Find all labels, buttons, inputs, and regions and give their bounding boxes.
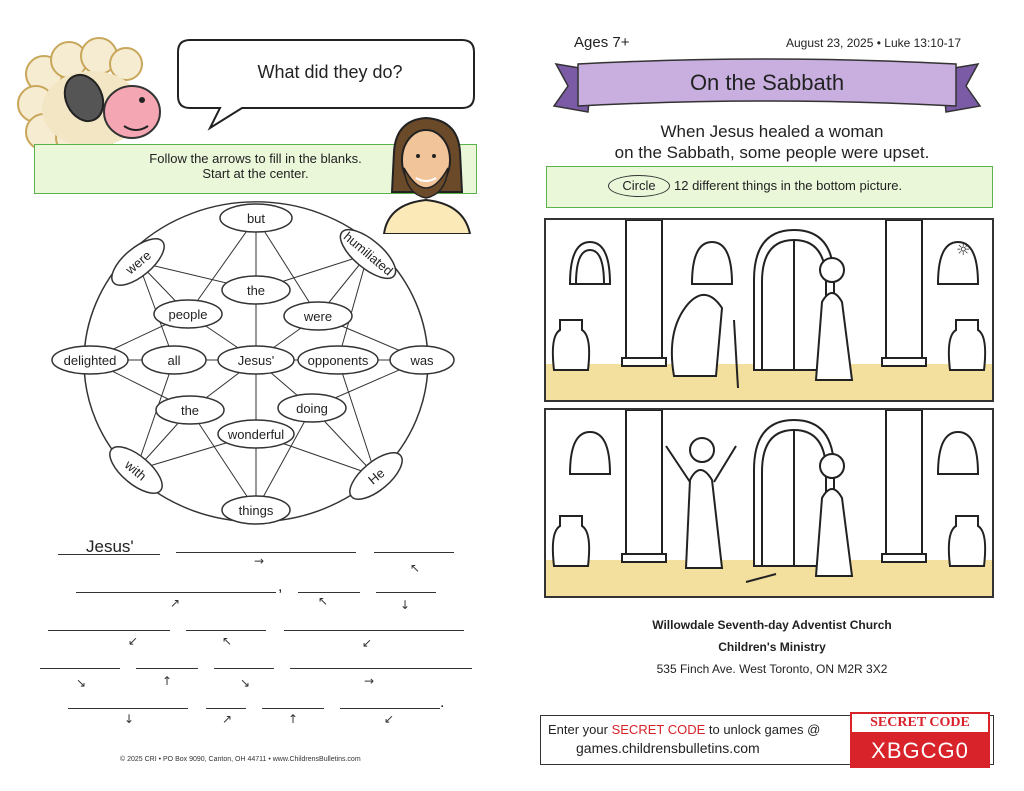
- circle-word: Circle: [608, 175, 670, 197]
- wheel-word: He: [365, 465, 388, 488]
- blank[interactable]: [214, 668, 274, 669]
- arrow-up-right-icon: ↗: [170, 596, 181, 610]
- blank[interactable]: [136, 668, 198, 669]
- wheel-word: opponents: [307, 353, 369, 368]
- arrow-right-icon: →: [254, 554, 265, 568]
- circle-instructions: 12 different things in the bottom picture.: [674, 178, 903, 193]
- blank[interactable]: [298, 592, 360, 593]
- church-address: 535 Finch Ave. West Toronto, ON M2R 3X2: [656, 662, 888, 676]
- arrow-down-icon: ↓: [400, 598, 411, 612]
- arrow-down-left-icon: ↙: [128, 634, 139, 648]
- blank[interactable]: [176, 552, 356, 553]
- wheel-word: delighted: [63, 353, 117, 368]
- instructions-line-1: Follow the arrows to fill in the blanks.: [149, 151, 362, 166]
- bottom-scene-drawing: [546, 410, 992, 596]
- wheel-word: the: [246, 283, 266, 298]
- blank[interactable]: [206, 708, 246, 709]
- top-scene: [544, 218, 994, 402]
- blank[interactable]: [58, 554, 160, 555]
- wheel-word: all: [167, 353, 181, 368]
- church-name: Willowdale Seventh-day Adventist Church: [652, 618, 892, 632]
- blank[interactable]: [186, 630, 266, 631]
- arrow-down-right-icon: ↘: [240, 676, 251, 690]
- wheel-word: doing: [296, 401, 328, 416]
- footer-copyright: © 2025 CRI • PO Box 9090, Canton, OH 44711 • www.ChildrensBulletins.com: [120, 756, 361, 763]
- word-wheel: [50, 200, 462, 526]
- code-box-red: SECRET CODE: [611, 722, 706, 737]
- arrow-up-left-icon: ↖: [222, 634, 233, 648]
- arrow-down-icon: ↓: [124, 712, 135, 726]
- secret-code: XBGCG0: [850, 734, 990, 768]
- wheel-word: were: [303, 309, 333, 324]
- speech-text: What did they do?: [257, 62, 403, 82]
- wheel-word: humiliated: [340, 228, 396, 279]
- bottom-scene: [544, 408, 994, 598]
- code-box-post: to unlock games @: [705, 722, 821, 737]
- sheep-icon: [14, 34, 174, 154]
- wheel-word: wonderful: [227, 427, 285, 442]
- church-ministry: Children's Ministry: [718, 640, 826, 654]
- top-scene-drawing: [546, 220, 992, 400]
- arrow-down-left-icon: ↙: [362, 636, 373, 650]
- blank[interactable]: [76, 592, 276, 593]
- code-box-pre: Enter your: [548, 722, 612, 737]
- blank[interactable]: [290, 668, 472, 669]
- blank[interactable]: [374, 552, 454, 553]
- subtitle-line-2: on the Sabbath, some people were upset.: [614, 143, 930, 162]
- wheel-word: people: [168, 307, 208, 322]
- code-box-line-1: [548, 722, 820, 737]
- blank[interactable]: [68, 708, 188, 709]
- wheel-word: things: [238, 503, 274, 518]
- period: .: [440, 694, 445, 711]
- games-url[interactable]: games.childrensbulletins.com: [576, 740, 760, 756]
- right-page: [512, 0, 1024, 791]
- ages-label: Ages 7+: [574, 34, 630, 51]
- wheel-word: but: [246, 211, 266, 226]
- wheel-word: the: [180, 403, 200, 418]
- blank[interactable]: [376, 592, 436, 593]
- blank[interactable]: [262, 708, 324, 709]
- arrow-right-icon: →: [364, 674, 375, 688]
- arrow-up-icon: ↑: [162, 674, 173, 688]
- stamp-label: SECRET CODE: [850, 712, 990, 734]
- blank[interactable]: [48, 630, 170, 631]
- arrow-left-icon: ↙: [384, 712, 395, 726]
- date-reference: August 23, 2025 • Luke 13:10-17: [786, 36, 962, 50]
- blank[interactable]: [340, 708, 440, 709]
- blank[interactable]: [284, 630, 464, 631]
- arrow-left-icon: ↖: [318, 594, 329, 608]
- arrow-up-left-icon: ↖: [410, 561, 421, 575]
- wheel-word: with: [122, 457, 150, 484]
- page-title: On the Sabbath: [689, 70, 845, 95]
- secret-code-stamp: [850, 712, 990, 768]
- arrow-up-icon: ↑: [288, 712, 299, 726]
- sun-icon: ☼: [956, 240, 971, 259]
- first-word: Jesus': [86, 537, 134, 556]
- wheel-word: were: [122, 247, 154, 278]
- subtitle-line-1: When Jesus healed a woman: [660, 122, 884, 141]
- wheel-word: was: [410, 353, 434, 368]
- blank[interactable]: [40, 668, 120, 669]
- arrow-down-right-icon: ↘: [76, 676, 87, 690]
- wheel-center-word: Jesus': [237, 353, 275, 368]
- arrow-right-icon: ↗: [222, 712, 233, 726]
- comma: ,: [278, 578, 283, 595]
- instructions-line-2: Start at the center.: [202, 166, 309, 181]
